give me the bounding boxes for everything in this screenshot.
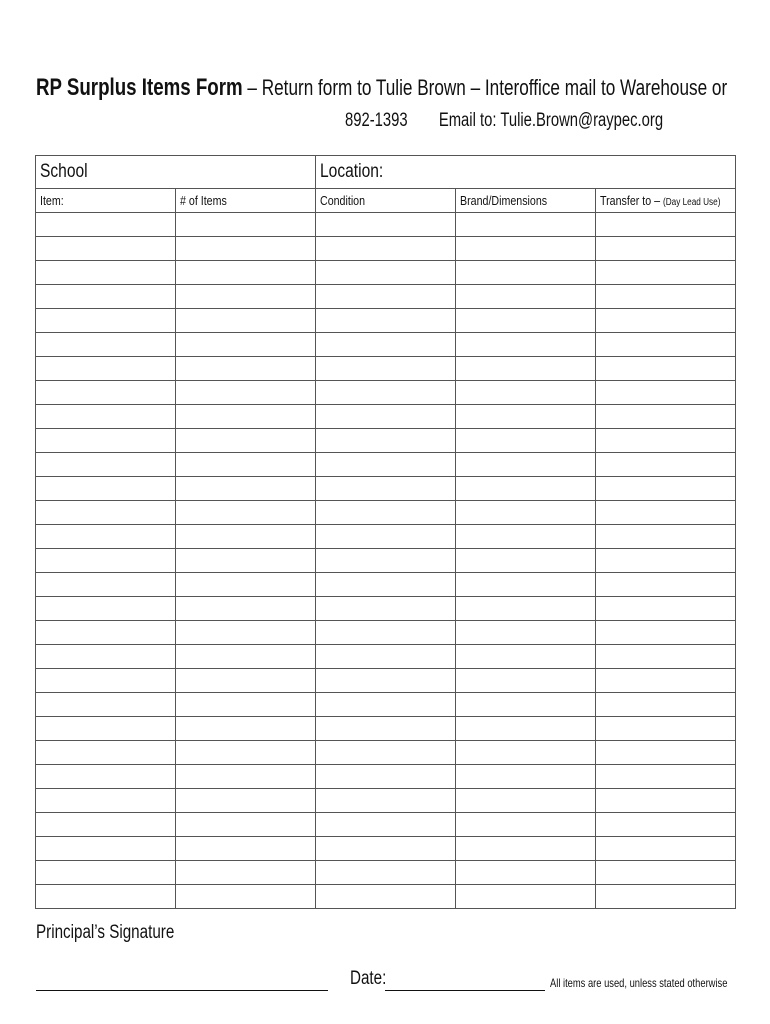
table-cell[interactable] (456, 789, 596, 813)
contact-line (345, 110, 663, 132)
table-row (36, 789, 736, 813)
table-cell[interactable] (176, 717, 316, 741)
table-row (36, 885, 736, 909)
table-cell[interactable] (596, 381, 736, 405)
table-cell[interactable] (316, 789, 456, 813)
table-cell[interactable] (176, 741, 316, 765)
table-cell[interactable] (36, 789, 176, 813)
table-cell[interactable] (456, 333, 596, 357)
table-cell[interactable] (456, 597, 596, 621)
table-cell[interactable] (36, 405, 176, 429)
table-cell[interactable] (456, 381, 596, 405)
table-cell[interactable] (456, 525, 596, 549)
table-cell[interactable] (316, 813, 456, 837)
table-cell[interactable] (176, 789, 316, 813)
table-row (36, 333, 736, 357)
table-cell[interactable] (456, 405, 596, 429)
table-cell[interactable] (596, 285, 736, 309)
table-cell[interactable] (596, 357, 736, 381)
table-row (36, 525, 736, 549)
table-row (36, 477, 736, 501)
table-cell[interactable] (316, 645, 456, 669)
table-cell[interactable] (596, 717, 736, 741)
used-items-note: All items are used, unless stated otherwise (550, 976, 728, 990)
table-cell[interactable] (36, 477, 176, 501)
table-cell[interactable] (176, 597, 316, 621)
table-row (36, 837, 736, 861)
table-cell[interactable] (176, 813, 316, 837)
table-cell[interactable] (596, 261, 736, 285)
table-cell[interactable] (596, 333, 736, 357)
table-cell[interactable] (176, 381, 316, 405)
table-cell[interactable] (456, 477, 596, 501)
table-row (36, 501, 736, 525)
table-cell[interactable] (176, 693, 316, 717)
table-cell[interactable] (36, 645, 176, 669)
table-cell[interactable] (316, 669, 456, 693)
table-row (36, 645, 736, 669)
table-cell[interactable] (456, 237, 596, 261)
form-title-instructions: – Return form to Tulie Brown – Interoffice mail to Warehouse or (242, 75, 728, 100)
table-cell[interactable] (316, 261, 456, 285)
table-cell[interactable] (36, 597, 176, 621)
table-cell[interactable] (316, 333, 456, 357)
table-cell[interactable] (596, 453, 736, 477)
table-row (36, 357, 736, 381)
table-cell[interactable] (456, 693, 596, 717)
table-cell[interactable] (456, 861, 596, 885)
table-cell[interactable] (176, 453, 316, 477)
table-cell[interactable] (36, 837, 176, 861)
table-cell[interactable] (36, 621, 176, 645)
table-cell[interactable] (456, 261, 596, 285)
signature-line[interactable] (36, 990, 328, 991)
table-row (36, 741, 736, 765)
column-header-item: Item: (36, 189, 176, 213)
table-cell[interactable] (176, 645, 316, 669)
table-cell[interactable] (36, 333, 176, 357)
table-cell[interactable] (316, 597, 456, 621)
table-cell[interactable] (596, 405, 736, 429)
table-cell[interactable] (36, 237, 176, 261)
table-row (36, 237, 736, 261)
table-cell[interactable] (596, 837, 736, 861)
table-cell[interactable] (316, 573, 456, 597)
table-cell[interactable] (316, 837, 456, 861)
table-row (36, 549, 736, 573)
table-cell[interactable] (36, 717, 176, 741)
date-label: Date: (350, 968, 387, 989)
table-cell[interactable] (456, 669, 596, 693)
table-row (36, 597, 736, 621)
table-cell[interactable] (596, 621, 736, 645)
table-cell[interactable] (456, 453, 596, 477)
table-cell[interactable] (596, 693, 736, 717)
location-field[interactable] (316, 156, 736, 189)
surplus-items-table (35, 155, 736, 909)
table-cell[interactable] (316, 453, 456, 477)
table-cell[interactable] (176, 837, 316, 861)
table-cell[interactable] (36, 765, 176, 789)
form-title-bold: RP Surplus Items Form (36, 74, 243, 101)
table-cell[interactable] (36, 525, 176, 549)
table-row (36, 861, 736, 885)
table-cell[interactable] (176, 573, 316, 597)
table-row (36, 405, 736, 429)
table-cell[interactable] (456, 741, 596, 765)
table-cell[interactable] (36, 573, 176, 597)
table-cell[interactable] (596, 765, 736, 789)
table-cell[interactable] (456, 837, 596, 861)
table-cell[interactable] (316, 765, 456, 789)
table-cell[interactable] (316, 237, 456, 261)
table-cell[interactable] (596, 813, 736, 837)
table-cell[interactable] (316, 861, 456, 885)
table-row (36, 717, 736, 741)
table-cell[interactable] (36, 669, 176, 693)
column-header-row (36, 189, 736, 213)
table-cell[interactable] (176, 861, 316, 885)
table-cell[interactable] (456, 357, 596, 381)
table-cell[interactable] (176, 885, 316, 909)
table-cell[interactable] (596, 645, 736, 669)
table-cell[interactable] (36, 285, 176, 309)
table-cell[interactable] (36, 261, 176, 285)
column-header-condition: Condition (316, 189, 456, 213)
table-row (36, 429, 736, 453)
date-line[interactable] (385, 990, 545, 991)
table-cell[interactable] (36, 213, 176, 237)
school-label: School (40, 161, 88, 182)
table-cell[interactable] (36, 861, 176, 885)
table-cell[interactable] (36, 309, 176, 333)
table-cell[interactable] (316, 213, 456, 237)
table-cell[interactable] (456, 885, 596, 909)
table-cell[interactable] (316, 621, 456, 645)
table-cell[interactable] (456, 429, 596, 453)
table-cell[interactable] (36, 741, 176, 765)
table-cell[interactable] (316, 501, 456, 525)
table-cell[interactable] (596, 741, 736, 765)
table-cell[interactable] (596, 525, 736, 549)
table-cell[interactable] (176, 525, 316, 549)
table-cell[interactable] (316, 405, 456, 429)
table-cell[interactable] (596, 237, 736, 261)
table-cell[interactable] (456, 621, 596, 645)
table-cell[interactable] (316, 885, 456, 909)
table-cell[interactable] (456, 549, 596, 573)
table-cell[interactable] (36, 381, 176, 405)
table-cell[interactable] (36, 429, 176, 453)
table-cell[interactable] (36, 453, 176, 477)
table-cell[interactable] (316, 429, 456, 453)
table-cell[interactable] (176, 237, 316, 261)
table-row (36, 813, 736, 837)
table-cell[interactable] (316, 381, 456, 405)
table-cell[interactable] (176, 357, 316, 381)
table-cell[interactable] (316, 309, 456, 333)
table-row (36, 693, 736, 717)
table-row (36, 285, 736, 309)
table-row (36, 261, 736, 285)
table-row (36, 453, 736, 477)
table-cell[interactable] (596, 861, 736, 885)
table-cell[interactable] (36, 693, 176, 717)
table-cell[interactable] (176, 501, 316, 525)
column-header-transfer: Transfer to – (Day Lead Use) (596, 189, 736, 213)
table-row (36, 573, 736, 597)
table-cell[interactable] (316, 549, 456, 573)
table-cell[interactable] (176, 477, 316, 501)
table-cell[interactable] (176, 669, 316, 693)
table-cell[interactable] (456, 501, 596, 525)
table-cell[interactable] (596, 669, 736, 693)
location-label: Location: (320, 161, 384, 182)
column-header-count: # of Items (176, 189, 316, 213)
table-cell[interactable] (176, 765, 316, 789)
table-cell[interactable] (456, 645, 596, 669)
table-cell[interactable] (176, 333, 316, 357)
table-row (36, 669, 736, 693)
table-cell[interactable] (456, 717, 596, 741)
table-cell[interactable] (596, 573, 736, 597)
table-row (36, 621, 736, 645)
table-cell[interactable] (176, 285, 316, 309)
table-cell[interactable] (456, 813, 596, 837)
table-cell[interactable] (176, 309, 316, 333)
phone-number: 892-1393 (345, 110, 408, 131)
table-cell[interactable] (316, 525, 456, 549)
table-cell[interactable] (456, 309, 596, 333)
table-cell[interactable] (596, 789, 736, 813)
school-field[interactable] (36, 156, 316, 189)
transfer-note: (Day Lead Use) (663, 197, 721, 208)
table-cell[interactable] (36, 813, 176, 837)
table-cell[interactable] (176, 429, 316, 453)
table-cell[interactable] (456, 285, 596, 309)
table-row (36, 309, 736, 333)
table-cell[interactable] (596, 597, 736, 621)
table-cell[interactable] (596, 213, 736, 237)
column-header-brand: Brand/Dimensions (456, 189, 596, 213)
table-cell[interactable] (456, 573, 596, 597)
form-title (36, 74, 727, 102)
table-cell[interactable] (596, 309, 736, 333)
table-cell[interactable] (596, 885, 736, 909)
table-cell[interactable] (176, 549, 316, 573)
table-row (36, 765, 736, 789)
email-contact: Email to: Tulie.Brown@raypec.org (438, 110, 664, 131)
principal-signature-label: Principal’s Signature (36, 922, 175, 943)
table-cell[interactable] (36, 549, 176, 573)
table-cell[interactable] (36, 357, 176, 381)
table-row (36, 213, 736, 237)
table-cell[interactable] (316, 693, 456, 717)
table-cell[interactable] (176, 621, 316, 645)
table-cell[interactable] (316, 357, 456, 381)
table-cell[interactable] (176, 261, 316, 285)
table-cell[interactable] (456, 213, 596, 237)
table-cell[interactable] (316, 285, 456, 309)
table-cell[interactable] (316, 741, 456, 765)
table-cell[interactable] (176, 213, 316, 237)
table-row (36, 381, 736, 405)
table-cell[interactable] (36, 501, 176, 525)
table-cell[interactable] (596, 429, 736, 453)
table-cell[interactable] (596, 501, 736, 525)
table-cell[interactable] (36, 885, 176, 909)
table-cell[interactable] (316, 717, 456, 741)
table-cell[interactable] (596, 477, 736, 501)
school-location-row (36, 156, 736, 189)
table-cell[interactable] (456, 765, 596, 789)
table-cell[interactable] (596, 549, 736, 573)
table-cell[interactable] (316, 477, 456, 501)
table-cell[interactable] (176, 405, 316, 429)
